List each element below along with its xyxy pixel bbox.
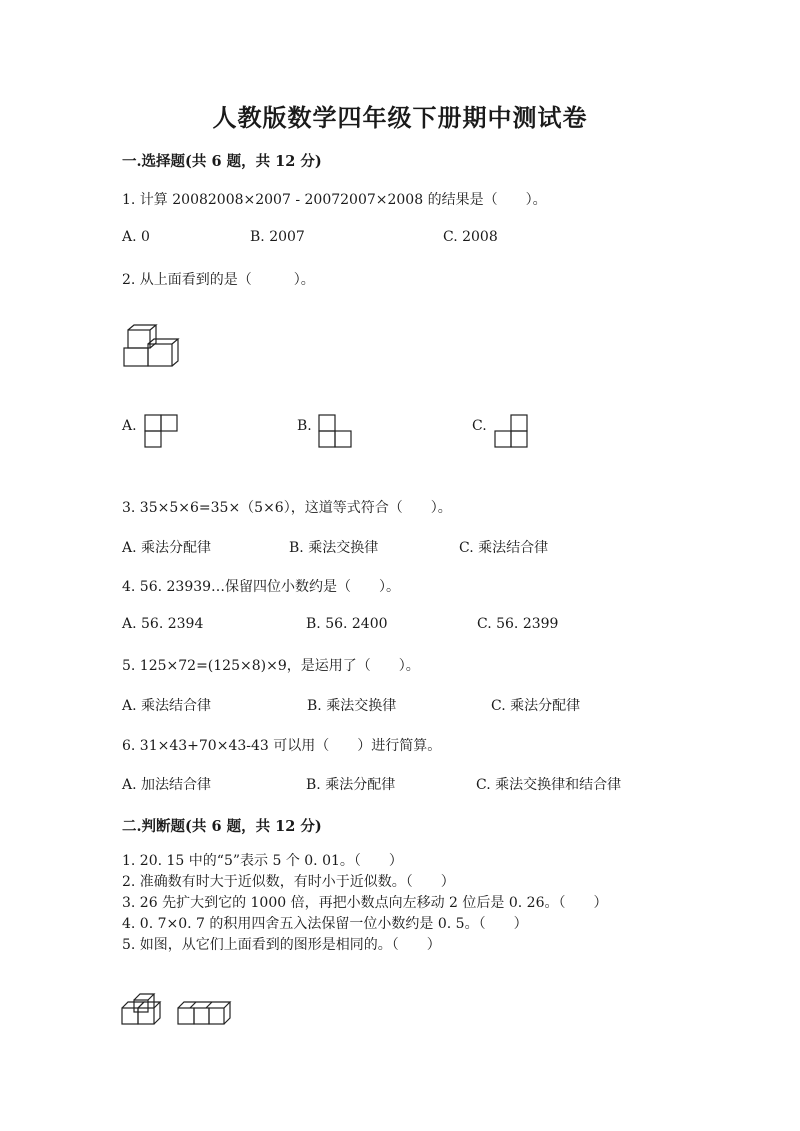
- tf-item-3: 3. 26 先扩大到它的 1000 倍，再把小数点向左移动 2 位后是 0. 26。（ ）: [122, 895, 608, 911]
- q1-option-c: C. 2008: [443, 229, 498, 245]
- question-2: 2. 从上面看到的是（ ）。: [122, 272, 315, 288]
- q4-option-b: B. 56. 2400: [306, 616, 388, 632]
- cube-figure-left: [120, 990, 166, 1026]
- q2-option-b-figure: [318, 414, 352, 448]
- q6-option-a: A. 加法结合律: [122, 777, 212, 793]
- question-5: 5. 125×72=(125×8)×9，是运用了（ ）。: [122, 658, 420, 674]
- tf-item-5: 5. 如图，从它们上面看到的图形是相同的。（ ）: [122, 937, 441, 953]
- page-title: 人教版数学四年级下册期中测试卷: [212, 103, 588, 132]
- question-1: 1. 计算 20082008×2007 - 20072007×2008 的结果是（ ）。: [122, 192, 547, 208]
- q4-option-a: A. 56. 2394: [122, 616, 204, 632]
- tf-item-4: 4. 0. 7×0. 7 的积用四舍五入法保留一位小数约是 0. 5。（ ）: [122, 916, 528, 932]
- q5-option-c: C. 乘法分配律: [491, 698, 581, 714]
- q1-option-a: A. 0: [122, 229, 150, 245]
- q6-option-c: C. 乘法交换律和结合律: [476, 777, 622, 793]
- tf-item-1: 1. 20. 15 中的“5”表示 5 个 0. 01。（ ）: [122, 853, 403, 869]
- q4-option-c: C. 56. 2399: [477, 616, 559, 632]
- q3-option-b: B. 乘法交换律: [289, 540, 379, 556]
- q6-option-b: B. 乘法分配律: [306, 777, 396, 793]
- cube-figure-right: [176, 996, 234, 1028]
- q2-option-c: C.: [472, 418, 487, 434]
- question-4: 4. 56. 23939…保留四位小数约是（ ）。: [122, 579, 401, 595]
- q2-option-a-figure: [144, 414, 178, 448]
- q2-option-a: A.: [122, 418, 137, 434]
- q2-option-c-figure: [494, 414, 528, 448]
- q5-option-a: A. 乘法结合律: [122, 698, 212, 714]
- question-6: 6. 31×43+70×43-43 可以用（ ）进行简算。: [122, 738, 442, 754]
- section-heading-choice: 一.选择题(共 6 题，共 12 分): [122, 153, 322, 170]
- q1-option-b: B. 2007: [250, 229, 305, 245]
- question-3: 3. 35×5×6=35×（5×6），这道等式符合（ ）。: [122, 500, 452, 516]
- tf-item-2: 2. 准确数有时大于近似数，有时小于近似数。（ ）: [122, 874, 455, 890]
- q3-option-c: C. 乘法结合律: [459, 540, 549, 556]
- cube-stack-figure: [122, 322, 182, 368]
- q5-option-b: B. 乘法交换律: [307, 698, 397, 714]
- q2-option-b: B.: [297, 418, 312, 434]
- q3-option-a: A. 乘法分配律: [122, 540, 212, 556]
- section-heading-true-false: 二.判断题(共 6 题，共 12 分): [122, 818, 322, 835]
